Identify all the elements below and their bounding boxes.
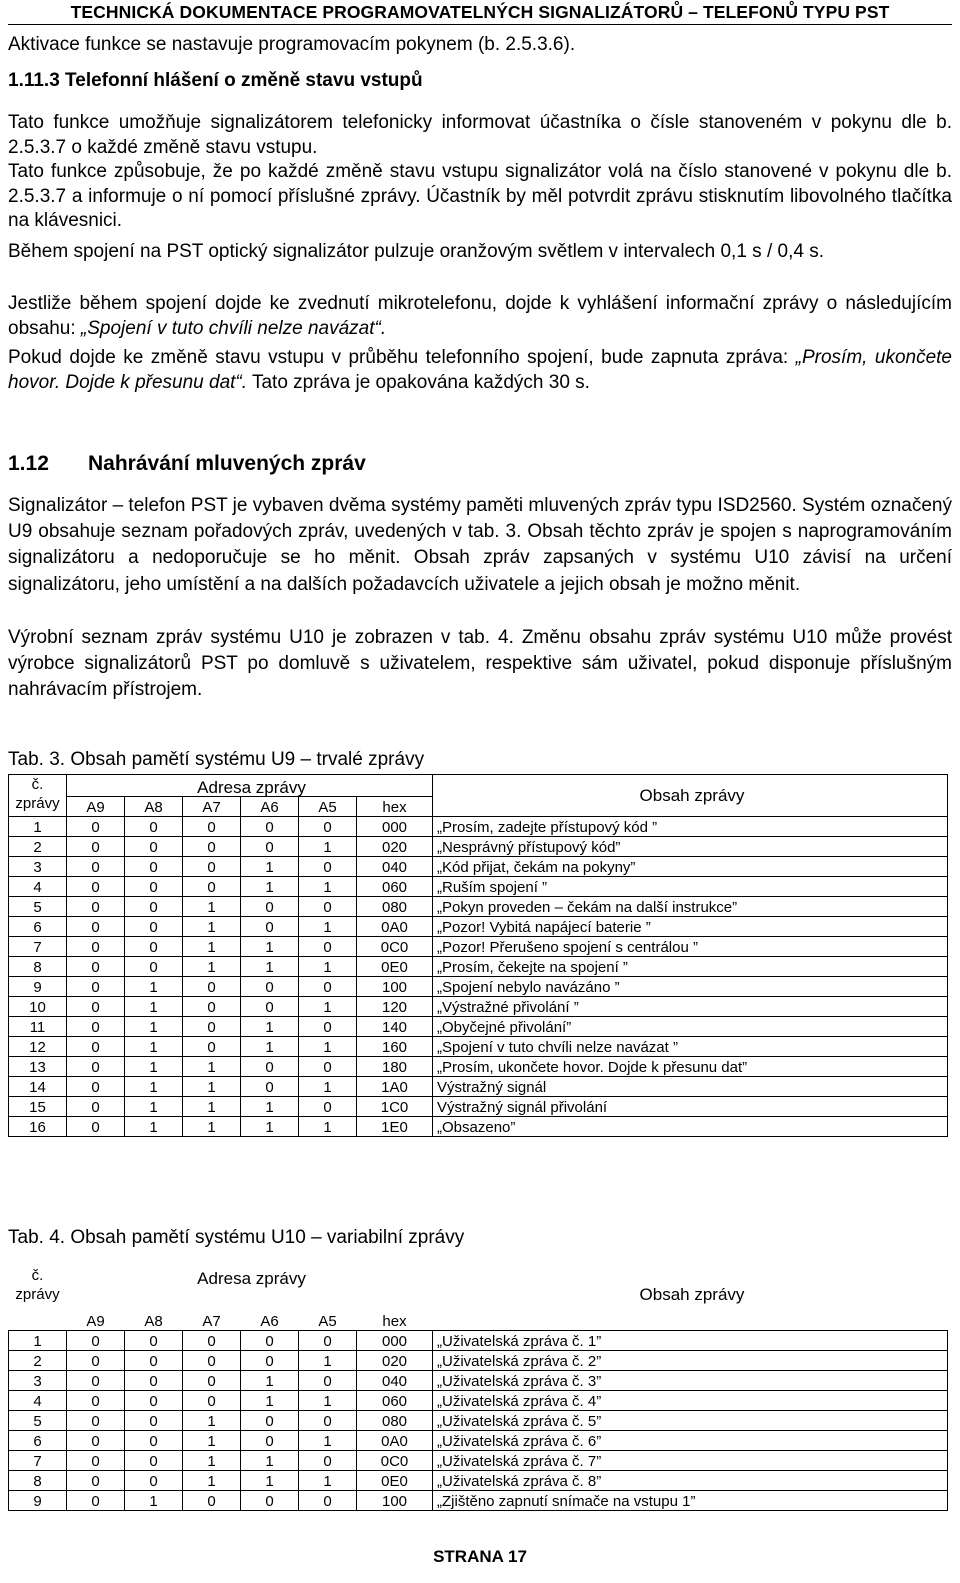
row-number-cell: 16 — [9, 1117, 67, 1137]
row-address-cell: 100 — [357, 1491, 433, 1511]
row-content-cell: „Spojení nebylo navázáno ” — [433, 977, 948, 997]
row-address-cell: 0 — [183, 1351, 241, 1371]
table-4-col-hex: hex — [382, 1313, 407, 1330]
table-row — [9, 857, 948, 877]
section-1-12-heading — [8, 452, 366, 476]
row-address-cell: 0 — [125, 1431, 183, 1451]
row-address-cell: 1 — [183, 917, 241, 937]
row-address-cell: 0 — [67, 1351, 125, 1371]
table-4-col-a5: A5 — [318, 1313, 337, 1330]
row-address-cell: 1 — [299, 1077, 357, 1097]
row-address-cell: 1 — [125, 1097, 183, 1117]
row-address-cell: 1 — [241, 1471, 299, 1491]
table-4-head-content: Obsah zprávy — [639, 1284, 745, 1304]
row-address-cell: 120 — [357, 997, 433, 1017]
row-address-cell: 1 — [299, 837, 357, 857]
row-address-cell: 0 — [299, 1331, 357, 1351]
row-address-cell: 0 — [241, 917, 299, 937]
row-number-cell: 1 — [9, 1331, 67, 1351]
row-address-cell: 0 — [67, 917, 125, 937]
row-address-cell: 0 — [241, 837, 299, 857]
row-address-cell: 0 — [67, 1451, 125, 1471]
row-address-cell: 0 — [125, 917, 183, 937]
row-number-cell: 2 — [9, 837, 67, 857]
row-content-cell: „Výstražné přivolání ” — [433, 997, 948, 1017]
row-address-cell: 1 — [299, 997, 357, 1017]
row-number-cell: 14 — [9, 1077, 67, 1097]
row-address-cell: 0 — [183, 997, 241, 1017]
table-row — [9, 1371, 948, 1391]
row-address-cell: 1 — [125, 1037, 183, 1057]
row-address-cell: 1 — [241, 1117, 299, 1137]
row-address-cell: 0 — [299, 1057, 357, 1077]
row-address-cell: 0 — [299, 1017, 357, 1037]
row-address-cell: 0A0 — [357, 917, 433, 937]
table-4-head-number — [9, 1258, 67, 1331]
row-address-cell: 1 — [125, 1491, 183, 1511]
table-4-col-a8: A8 — [144, 1313, 163, 1330]
table-row — [9, 957, 948, 977]
header-divider — [8, 24, 952, 25]
table-row — [9, 1491, 948, 1511]
row-number-cell: 15 — [9, 1097, 67, 1117]
row-address-cell: 1 — [299, 917, 357, 937]
table-4-caption: Tab. 4. Obsah pamětí systému U10 – variabilní zprávy — [8, 1227, 465, 1248]
row-address-cell: 060 — [357, 1391, 433, 1411]
row-address-cell: 0 — [67, 1411, 125, 1431]
table-3-col-a9: A9 — [67, 797, 125, 817]
row-address-cell: 0 — [183, 977, 241, 997]
table-row — [9, 817, 948, 837]
row-address-cell: 0 — [67, 857, 125, 877]
row-address-cell: 1 — [183, 1117, 241, 1137]
row-number-cell: 4 — [9, 1391, 67, 1411]
row-address-cell: 0 — [241, 817, 299, 837]
row-address-cell: 0 — [241, 977, 299, 997]
row-content-cell: „Uživatelská zpráva č. 3” — [433, 1371, 948, 1391]
row-content-cell: „Pozor! Vybitá napájecí baterie ” — [433, 917, 948, 937]
row-address-cell: 0 — [299, 857, 357, 877]
row-address-cell: 100 — [357, 977, 433, 997]
row-number-cell: 6 — [9, 917, 67, 937]
row-address-cell: 0 — [299, 1491, 357, 1511]
row-address-cell: 1 — [183, 1431, 241, 1451]
row-address-cell: 0 — [241, 997, 299, 1017]
row-content-cell: „Uživatelská zpráva č. 1” — [433, 1331, 948, 1351]
row-address-cell: 020 — [357, 1351, 433, 1371]
table-row — [9, 1411, 948, 1431]
row-address-cell: 1 — [183, 1411, 241, 1431]
section-1-12-number: 1.12 — [8, 452, 49, 475]
row-address-cell: 1 — [241, 957, 299, 977]
row-address-cell: 1 — [183, 1097, 241, 1117]
row-address-cell: 1C0 — [357, 1097, 433, 1117]
paragraph-5-quote: „Prosím, ukončete hovor. Dojde k přesunu dat“. — [8, 347, 952, 393]
head-number-line-1: č. — [31, 776, 44, 793]
row-address-cell: 0 — [125, 1331, 183, 1351]
row-number-cell: 3 — [9, 1371, 67, 1391]
row-content-cell: „Pokyn proveden – čekám na další instrukce” — [433, 897, 948, 917]
table-row — [9, 1017, 948, 1037]
row-address-cell: 1 — [125, 1057, 183, 1077]
row-address-cell: 0 — [67, 977, 125, 997]
row-address-cell: 0C0 — [357, 1451, 433, 1471]
row-address-cell: 0 — [183, 837, 241, 857]
table-3-head-number — [9, 775, 67, 817]
row-address-cell: 1 — [183, 1471, 241, 1491]
row-address-cell: 0 — [125, 837, 183, 857]
row-address-cell: 1A0 — [357, 1077, 433, 1097]
row-address-cell: 0 — [125, 897, 183, 917]
row-address-cell: 0 — [67, 937, 125, 957]
page-footer: STRANA 17 — [433, 1547, 527, 1566]
row-address-cell: 1 — [125, 1017, 183, 1037]
row-content-cell: „Obsazeno” — [433, 1117, 948, 1137]
row-content-cell: „Uživatelská zpráva č. 5” — [433, 1411, 948, 1431]
row-address-cell: 040 — [357, 1371, 433, 1391]
row-content-cell: „Nesprávný přístupový kód” — [433, 837, 948, 857]
row-number-cell: 7 — [9, 1451, 67, 1471]
row-content-cell: „Uživatelská zpráva č. 6” — [433, 1431, 948, 1451]
row-address-cell: 060 — [357, 877, 433, 897]
row-number-cell: 5 — [9, 897, 67, 917]
row-address-cell: 1 — [125, 1117, 183, 1137]
row-content-cell: „Prosím, zadejte přístupový kód ” — [433, 817, 948, 837]
row-address-cell: 000 — [357, 817, 433, 837]
row-address-cell: 1 — [299, 1391, 357, 1411]
row-address-cell: 0E0 — [357, 957, 433, 977]
table-4 — [8, 1258, 948, 1511]
row-content-cell: Výstražný signál — [433, 1077, 948, 1097]
row-address-cell: 1E0 — [357, 1117, 433, 1137]
row-address-cell: 1 — [299, 1431, 357, 1451]
page-header: TECHNICKÁ DOKUMENTACE PROGRAMOVATELNÝCH SIGNALIZÁTORŮ – TELEFONŮ TYPU PST — [70, 2, 890, 22]
row-address-cell: 0 — [183, 1491, 241, 1511]
row-address-cell: 0 — [67, 1371, 125, 1391]
row-address-cell: 0 — [67, 1431, 125, 1451]
table-row — [9, 937, 948, 957]
row-address-cell: 0 — [241, 1431, 299, 1451]
row-address-cell: 0 — [183, 817, 241, 837]
row-address-cell: 160 — [357, 1037, 433, 1057]
row-address-cell: 0A0 — [357, 1431, 433, 1451]
row-address-cell: 1 — [299, 1037, 357, 1057]
row-address-cell: 0 — [67, 1017, 125, 1037]
row-address-cell: 1 — [183, 937, 241, 957]
row-address-cell: 1 — [241, 857, 299, 877]
row-address-cell: 0 — [299, 1097, 357, 1117]
row-address-cell: 1 — [241, 1371, 299, 1391]
row-address-cell: 1 — [241, 937, 299, 957]
row-content-cell: „Uživatelská zpráva č. 7” — [433, 1451, 948, 1471]
row-address-cell: 0 — [125, 857, 183, 877]
table-row — [9, 1351, 948, 1371]
row-address-cell: 1 — [183, 957, 241, 977]
row-content-cell: „Obyčejné přivolání” — [433, 1017, 948, 1037]
row-address-cell: 0 — [183, 877, 241, 897]
row-address-cell: 0 — [67, 997, 125, 1017]
table-3-col-a8: A8 — [125, 797, 183, 817]
table-row — [9, 1451, 948, 1471]
row-address-cell: 020 — [357, 837, 433, 857]
row-number-cell: 8 — [9, 1471, 67, 1491]
row-address-cell: 0 — [67, 1037, 125, 1057]
row-address-cell: 0 — [125, 1451, 183, 1471]
row-address-cell: 0 — [241, 1057, 299, 1077]
paragraph-4-quote: „Spojení v tuto chvíli nelze navázat“. — [80, 317, 387, 339]
row-address-cell: 0 — [67, 1117, 125, 1137]
table-row — [9, 1097, 948, 1117]
row-address-cell: 1 — [125, 977, 183, 997]
row-number-cell: 7 — [9, 937, 67, 957]
row-address-cell: 0 — [67, 1097, 125, 1117]
row-address-cell: 040 — [357, 857, 433, 877]
table-3-col-a6: A6 — [241, 797, 299, 817]
row-address-cell: 1 — [241, 1017, 299, 1037]
row-address-cell: 0 — [241, 1491, 299, 1511]
table-4-head-address: Adresa zprávy — [197, 1268, 306, 1288]
row-address-cell: 0 — [241, 1351, 299, 1371]
head-number-line-2: zprávy — [15, 795, 60, 812]
row-address-cell: 0 — [67, 877, 125, 897]
row-content-cell: „Kód přijat, čekám na pokyny” — [433, 857, 948, 877]
row-address-cell: 1 — [183, 1451, 241, 1471]
row-address-cell: 1 — [241, 1451, 299, 1471]
section-1-11-3-paragraph-4 — [8, 292, 952, 341]
row-address-cell: 0 — [183, 1391, 241, 1411]
row-address-cell: 0 — [299, 977, 357, 997]
row-address-cell: 0C0 — [357, 937, 433, 957]
table-row — [9, 1057, 948, 1077]
row-number-cell: 2 — [9, 1351, 67, 1371]
table-3-body — [9, 817, 948, 1137]
table-row — [9, 1037, 948, 1057]
row-content-cell: „Ruším spojení ” — [433, 877, 948, 897]
row-address-cell: 0 — [299, 897, 357, 917]
row-address-cell: 0 — [67, 1491, 125, 1511]
row-address-cell: 0 — [125, 1391, 183, 1411]
table-3-col-a7: A7 — [183, 797, 241, 817]
table-row — [9, 837, 948, 857]
paragraph-5-tail: Tato zpráva je opakována každých 30 s. — [247, 371, 590, 393]
row-content-cell: „Uživatelská zpráva č. 4” — [433, 1391, 948, 1411]
row-content-cell: „Spojení v tuto chvíli nelze navázat ” — [433, 1037, 948, 1057]
row-address-cell: 1 — [299, 1471, 357, 1491]
section-1-11-3-heading: 1.11.3 Telefonní hlášení o změně stavu vstupů — [8, 70, 423, 91]
row-number-cell: 9 — [9, 977, 67, 997]
row-number-cell: 10 — [9, 997, 67, 1017]
row-address-cell: 0 — [67, 1391, 125, 1411]
section-1-12-title: Nahrávání mluvených zpráv — [88, 452, 366, 475]
row-address-cell: 000 — [357, 1331, 433, 1351]
row-address-cell: 0 — [67, 1077, 125, 1097]
row-address-cell: 0 — [67, 1331, 125, 1351]
row-address-cell: 0 — [125, 957, 183, 977]
row-address-cell: 1 — [241, 1097, 299, 1117]
table-row — [9, 877, 948, 897]
row-content-cell: „Prosím, ukončete hovor. Dojde k přesunu dat” — [433, 1057, 948, 1077]
row-address-cell: 140 — [357, 1017, 433, 1037]
row-number-cell: 3 — [9, 857, 67, 877]
row-address-cell: 0 — [299, 1451, 357, 1471]
row-content-cell: „Prosím, čekejte na spojení ” — [433, 957, 948, 977]
table-3-col-hex: hex — [357, 797, 433, 817]
row-address-cell: 0 — [241, 1077, 299, 1097]
section-1-11-3-paragraph-2: Tato funkce způsobuje, že po každé změně stavu vstupu signalizátor volá na číslo stanovené v pokynu dle b. 2.5.3.7 a informuje o ní pomocí příslušné zprávy. Účastník by měl potvrdit zprávu stisknutím libovolného tlačítka na klávesnici. — [8, 161, 952, 231]
row-address-cell: 0 — [183, 1017, 241, 1037]
section-1-12-paragraph-1: Signalizátor – telefon PST je vybaven dvěma systémy paměti mluvených zpráv typu ISD2560. Systém označený U9 obsahuje seznam pořadových zpráv, uvedených v tab. 3. Obsah těchto zpráv je spojen s naprogramováním signalizátoru a nedoporučuje se ho měnit. Obsah zpráv zapsaných v systému U10 závisí na určení signalizátoru, jeho umístění a na dalších požadavcích uživatele a jejich obsah je možno měnit. — [8, 495, 952, 595]
row-address-cell: 0 — [299, 937, 357, 957]
row-address-cell: 0 — [125, 937, 183, 957]
paragraph-5-text: Pokud dojde ke změně stavu vstupu v průběhu telefonního spojení, bude zapnuta zpráva: — [8, 347, 796, 368]
section-1-11-3-paragraph-1: Tato funkce umožňuje signalizátorem telefonicky informovat účastníka o čísle stanoveném v pokynu dle b. 2.5.3.7 o každé změně stavu vstupu. — [8, 112, 952, 158]
row-content-cell: „Uživatelská zpráva č. 8” — [433, 1471, 948, 1491]
row-address-cell: 0 — [183, 857, 241, 877]
table-4-col-a7: A7 — [202, 1313, 221, 1330]
row-address-cell: 0 — [299, 817, 357, 837]
table-4-col-a6: A6 — [260, 1313, 279, 1330]
row-number-cell: 6 — [9, 1431, 67, 1451]
row-address-cell: 0 — [299, 1371, 357, 1391]
row-number-cell: 13 — [9, 1057, 67, 1077]
row-address-cell: 0 — [67, 957, 125, 977]
table-row — [9, 977, 948, 997]
table-row — [9, 917, 948, 937]
row-address-cell: 0E0 — [357, 1471, 433, 1491]
row-address-cell: 0 — [125, 817, 183, 837]
table-3-caption: Tab. 3. Obsah pamětí systému U9 – trvalé zprávy — [8, 749, 425, 770]
head-number-line-1: č. — [31, 1267, 44, 1284]
row-number-cell: 11 — [9, 1017, 67, 1037]
row-address-cell: 1 — [125, 1077, 183, 1097]
row-address-cell: 0 — [67, 1057, 125, 1077]
table-3-head-address: Adresa zprávy — [67, 775, 433, 797]
row-address-cell: 0 — [67, 837, 125, 857]
row-content-cell: „Pozor! Přerušeno spojení s centrálou ” — [433, 937, 948, 957]
row-address-cell: 0 — [67, 817, 125, 837]
row-address-cell: 0 — [125, 1351, 183, 1371]
table-4-body — [9, 1331, 948, 1511]
section-1-11-3-paragraph-5 — [8, 346, 952, 395]
row-address-cell: 080 — [357, 897, 433, 917]
row-content-cell: „Uživatelská zpráva č. 2” — [433, 1351, 948, 1371]
table-row — [9, 1117, 948, 1137]
row-address-cell: 1 — [183, 1057, 241, 1077]
row-address-cell: 0 — [67, 1471, 125, 1491]
table-3-head-content: Obsah zprávy — [433, 775, 948, 817]
row-address-cell: 0 — [125, 877, 183, 897]
row-address-cell: 1 — [241, 1037, 299, 1057]
head-number-line-2: zprávy — [15, 1286, 60, 1303]
row-content-cell: Výstražný signál přivolání — [433, 1097, 948, 1117]
row-address-cell: 0 — [125, 1471, 183, 1491]
intro-line: Aktivace funkce se nastavuje programovacím pokynem (b. 2.5.3.6). — [8, 34, 576, 55]
table-4-col-a9: A9 — [86, 1313, 105, 1330]
row-number-cell: 9 — [9, 1491, 67, 1511]
table-row — [9, 1471, 948, 1491]
table-row — [9, 897, 948, 917]
row-address-cell: 0 — [183, 1331, 241, 1351]
row-address-cell: 0 — [241, 1331, 299, 1351]
row-address-cell: 1 — [125, 997, 183, 1017]
row-number-cell: 5 — [9, 1411, 67, 1431]
row-address-cell: 1 — [183, 897, 241, 917]
row-address-cell: 1 — [299, 877, 357, 897]
table-row — [9, 1391, 948, 1411]
row-address-cell: 1 — [183, 1077, 241, 1097]
section-1-12-paragraph-2: Výrobní seznam zpráv systému U10 je zobrazen v tab. 4. Změnu obsahu zpráv systému U10 může provést výrobce signalizátorů PST po domluvě s uživatelem, respektive sám uživatel, pokud disponuje příslušným nahrávacím přístrojem. — [8, 627, 952, 701]
row-address-cell: 0 — [183, 1037, 241, 1057]
row-number-cell: 4 — [9, 877, 67, 897]
row-address-cell: 0 — [125, 1411, 183, 1431]
row-number-cell: 1 — [9, 817, 67, 837]
table-3 — [8, 774, 948, 1137]
row-address-cell: 0 — [125, 1371, 183, 1391]
table-3-col-a5: A5 — [299, 797, 357, 817]
row-address-cell: 0 — [299, 1411, 357, 1431]
row-address-cell: 0 — [241, 897, 299, 917]
row-content-cell: „Zjištěno zapnutí snímače na vstupu 1” — [433, 1491, 948, 1511]
row-address-cell: 0 — [183, 1371, 241, 1391]
row-number-cell: 8 — [9, 957, 67, 977]
row-address-cell: 0 — [241, 1411, 299, 1431]
row-address-cell: 1 — [241, 1391, 299, 1411]
paragraph-4-text: Jestliže během spojení dojde ke zvednutí mikrotelefonu, dojde k vyhlášení informační zprávy o následujícím obsahu: — [8, 293, 952, 339]
row-address-cell: 1 — [299, 957, 357, 977]
row-address-cell: 1 — [299, 1117, 357, 1137]
table-row — [9, 1331, 948, 1351]
row-address-cell: 080 — [357, 1411, 433, 1431]
row-address-cell: 1 — [241, 877, 299, 897]
row-address-cell: 1 — [299, 1351, 357, 1371]
row-address-cell: 0 — [67, 897, 125, 917]
row-number-cell: 12 — [9, 1037, 67, 1057]
table-row — [9, 1077, 948, 1097]
section-1-11-3-paragraph-3: Během spojení na PST optický signalizátor pulzuje oranžovým světlem v intervalech 0,1 s / 0,4 s. — [8, 241, 824, 262]
table-row — [9, 997, 948, 1017]
row-address-cell: 180 — [357, 1057, 433, 1077]
table-row — [9, 1431, 948, 1451]
